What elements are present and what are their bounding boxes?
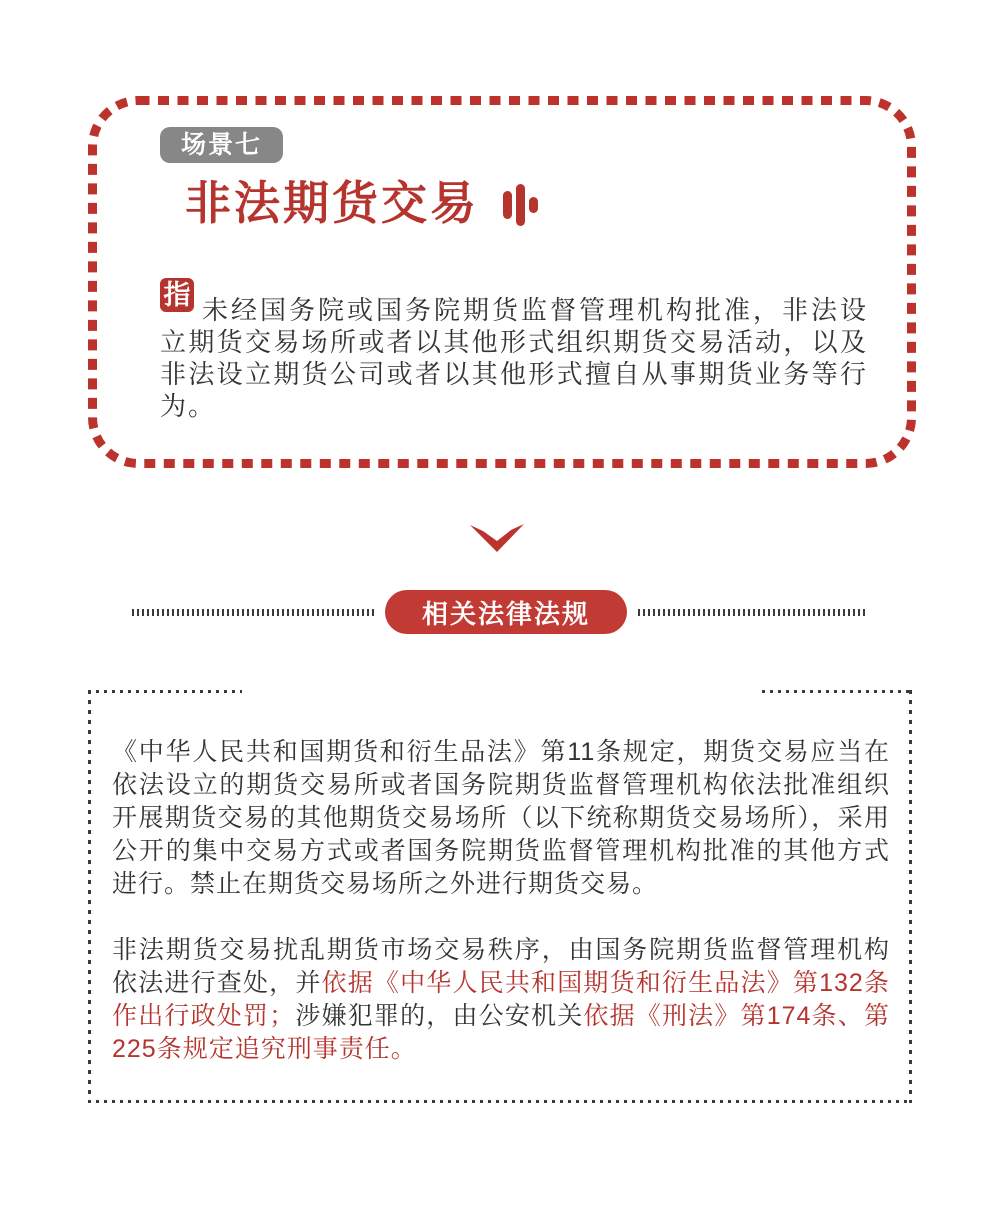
law-box-border-top-left (88, 690, 242, 693)
law-box-border-top-right (762, 690, 912, 693)
definition-marker-icon (160, 280, 202, 324)
law-text-segment-red: 依据《刑法》第174条、第225条规定追究刑事责任。 (112, 1002, 890, 1063)
law-box (88, 690, 912, 1103)
definition-text: 未经国务院或国务院期货监督管理机构批准，非法设立期货交易场所或者以其他形式组织期货交易活动，以及非法设立期货公司或者以其他形式擅自从事期货业务等行为。 (160, 295, 868, 421)
law-paragraph-2 (112, 934, 890, 1066)
law-paragraph-1: 《中华人民共和国期货和衍生品法》第11条规定，期货交易应当在依法设立的期货交易所或者国务院期货监督管理机构依法批准组织开展期货交易的其他期货交易场所（以下统称期货交易场所），采用公开的集中交易方式或者国务院期货监督管理机构批准的其他方式进行。禁止在期货交易场所之外进行期货交易。 (112, 738, 890, 898)
scene-definition-paragraph (160, 280, 868, 422)
related-laws-badge (385, 590, 627, 634)
related-laws-badge-label: 相关法律法规 (421, 598, 590, 629)
definition-marker-badge: 指 (160, 278, 194, 312)
law-box-border-left (88, 690, 91, 1103)
law-content (112, 736, 890, 1066)
law-box-border-bottom (88, 1100, 912, 1103)
law-box-border-right (909, 690, 912, 1103)
divider-dashes-right (638, 609, 868, 616)
law-text-segment-red: 依据《中华人民共和国期货和衍生品法》第132条作出行政处罚； (112, 969, 890, 1030)
divider-dashes-left (132, 609, 377, 616)
chevron-down-icon (470, 524, 524, 553)
pulse-bars-icon (503, 183, 539, 227)
scene-tab (160, 127, 283, 163)
scene-title-row (185, 178, 539, 229)
scene-title: 非法期货交易 (185, 177, 479, 229)
scene-definition-box (88, 96, 916, 468)
law-text-segment-dark: 涉嫌犯罪的，由公安机关 (295, 1002, 584, 1030)
law-text-segment-dark: 非法期货交易扰乱期货市场交易秩序，由国务院期货监督管理机构依法进行查处，并 (112, 936, 890, 997)
scene-tab-label: 场景七 (181, 131, 263, 159)
